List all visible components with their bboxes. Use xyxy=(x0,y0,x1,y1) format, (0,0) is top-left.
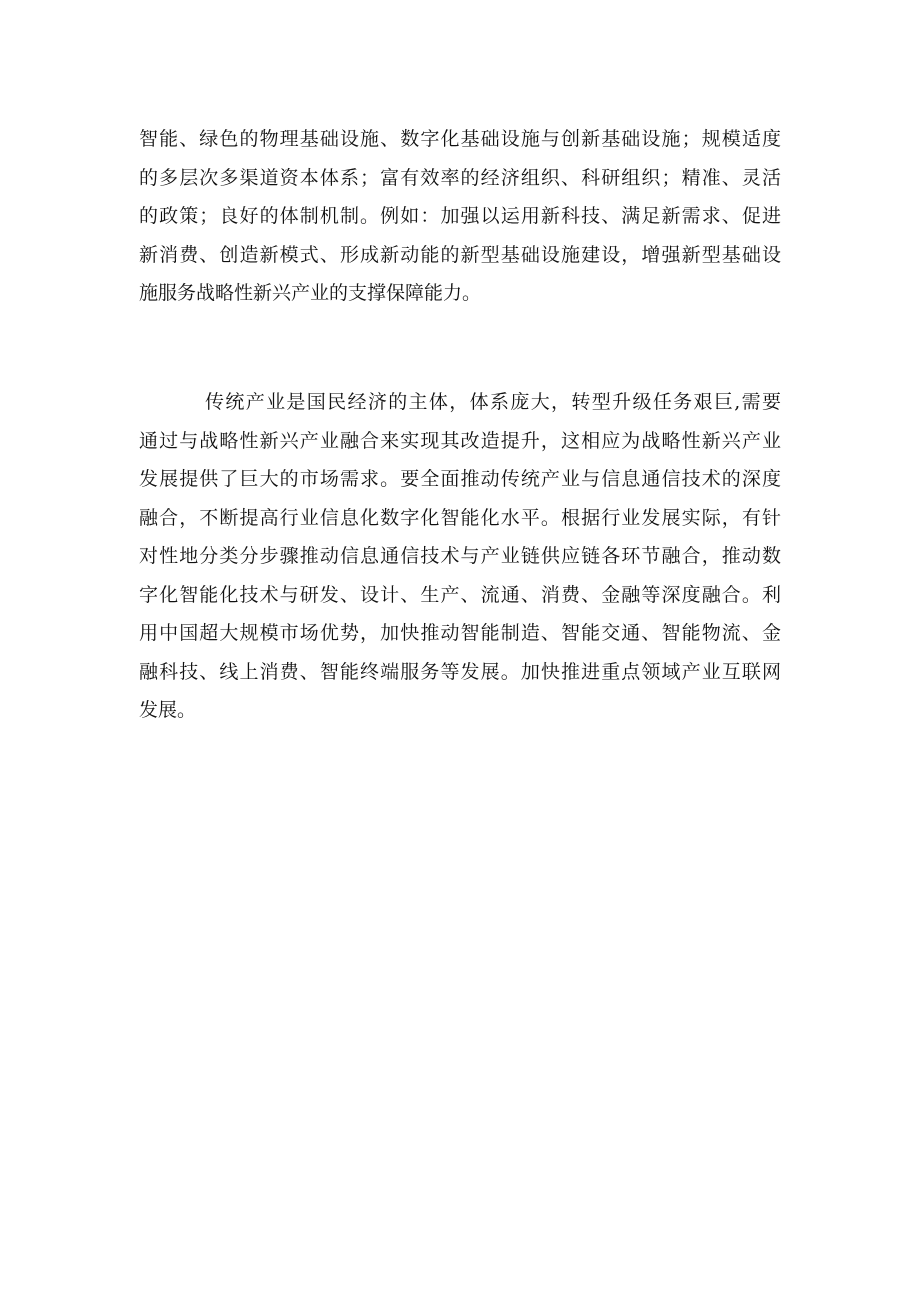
paragraph-line: 施服务战略性新兴产业的支撑保障能力。 xyxy=(139,282,482,304)
paragraph-line: 融科技、线上消费、智能终端服务等发展。加快推进重点领域产业互联网 xyxy=(139,660,781,683)
paragraph-line: 对性地分类分步骤推动信息通信技术与产业链供应链各环节融合，推动数 xyxy=(139,545,781,567)
paragraph-first-line: 传统产业是国民经济的主体，体系庞大，转型升级任务艰巨,需要 xyxy=(205,391,781,413)
paragraph-line: 字化智能化技术与研发、设计、生产、流通、消费、金融等深度融合。利 xyxy=(139,583,781,606)
paragraph-line: 的政策；良好的体制机制。例如：加强以运用新科技、满足新需求、促进 xyxy=(139,205,781,227)
paragraph-1 xyxy=(139,120,781,313)
paragraph-line: 融合，不断提高行业信息化数字化智能化水平。根据行业发展实际，有针 xyxy=(139,506,781,529)
paragraph-line: 智能、绿色的物理基础设施、数字化基础设施与创新基础设施；规模适度 xyxy=(139,128,781,150)
paragraph-line: 发展提供了巨大的市场需求。要全面推动传统产业与信息通信技术的深度 xyxy=(139,468,781,490)
paragraph-line: 新消费、创造新模式、形成新动能的新型基础设施建设，增强新型基础设 xyxy=(139,243,781,266)
paragraph-line: 的多层次多渠道资本体系；富有效率的经济组织、科研组织；精准、灵活 xyxy=(139,166,781,189)
paragraph-line: 用中国超大规模市场优势，加快推动智能制造、智能交通、智能物流、金 xyxy=(139,622,781,644)
paragraph-line: 发展。 xyxy=(139,699,197,721)
paragraph-2 xyxy=(139,383,781,730)
paragraph-line: 通过与战略性新兴产业融合来实现其改造提升，这相应为战略性新兴产业 xyxy=(139,429,781,452)
